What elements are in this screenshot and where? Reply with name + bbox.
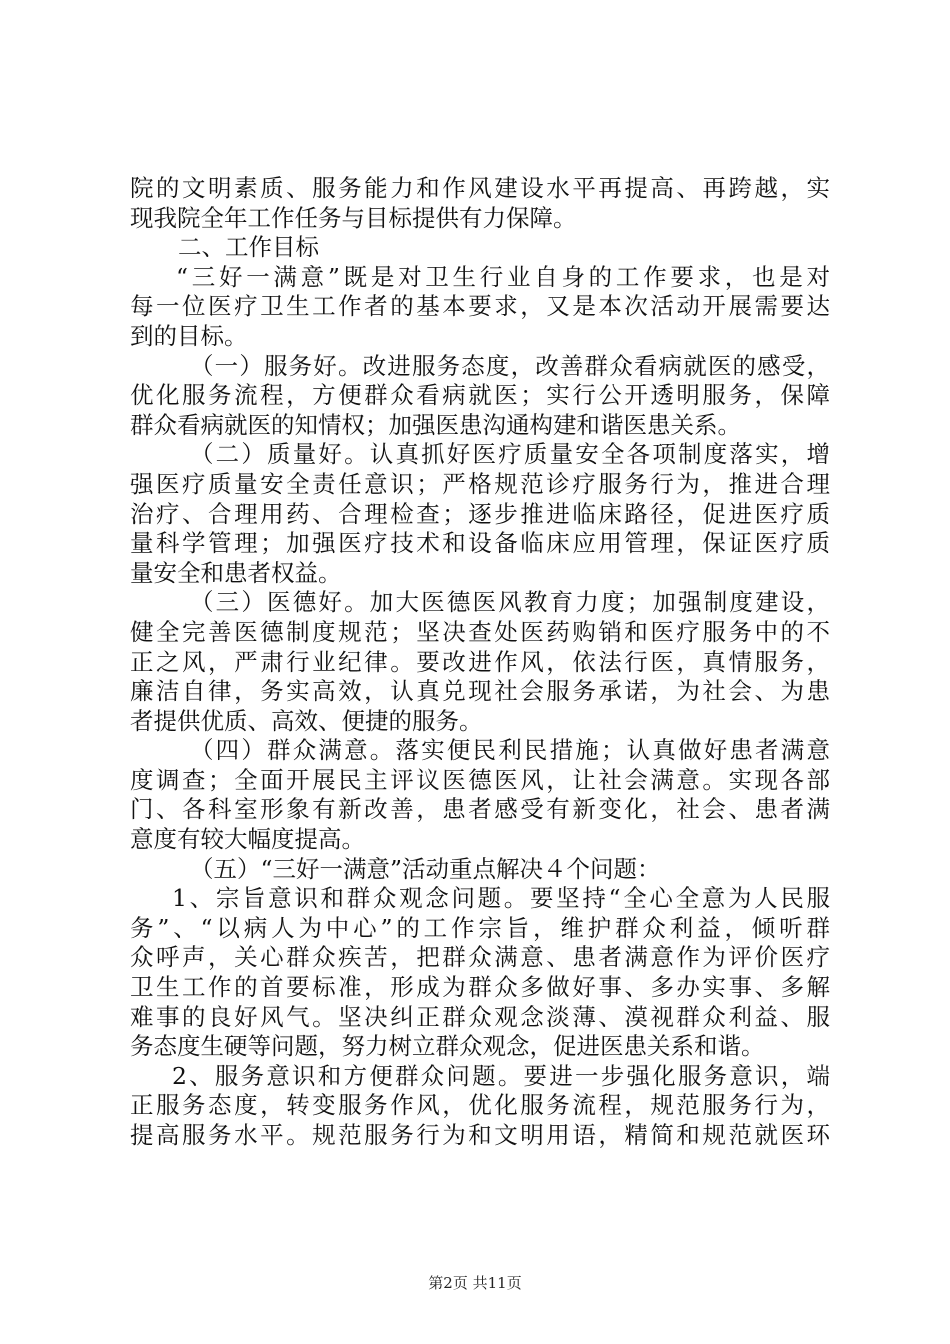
paragraph-point-1 (130, 884, 830, 914)
text-line: 度调查；全面开展民主评议医德医风，让社会满意。实现各部 (130, 765, 830, 794)
section-heading (130, 233, 830, 263)
paragraph-item-1 (130, 352, 830, 382)
paragraph-item-5 (130, 855, 830, 885)
text-line: “三好一满意”既是对卫生行业自身的工作要求，也是对 (176, 262, 830, 291)
text-line: （一）服务好。改进服务态度，改善群众看病就医的感受， (190, 351, 830, 380)
text-line: 强医疗质量安全责任意识；严格规范诊疗服务行为，推进合理 (130, 469, 830, 498)
paragraph-item-2 (130, 440, 830, 470)
text-line: 务”、“以病人为中心”的工作宗旨，维护群众利益，倾听群 (130, 913, 830, 942)
text-line: 正之风，严肃行业纪律。要改进作风，依法行医，真情服务， (130, 647, 830, 676)
paragraph-item-3 (130, 588, 830, 618)
text-line: （三）医德好。加大医德医风教育力度；加强制度建设， (190, 588, 830, 617)
paragraph-item-4 (130, 736, 830, 766)
text-line: 院的文明素质、服务能力和作风建设水平再提高、再跨越，实 (130, 174, 830, 202)
text-line: 卫生工作的首要标准，形成为群众多做好事、多办实事、多解 (130, 973, 830, 1002)
text-line: 群众看病就医的知情权；加强医患沟通构建和谐医患关系。 (130, 410, 741, 439)
text-line: 难事的良好风气。坚决纠正群众观念淡薄、漠视群众利益、服 (130, 1002, 830, 1031)
paragraph-point-2-cont (130, 1091, 830, 1150)
text-line: 2、服务意识和方便群众问题。要进一步强化服务意识，端 (172, 1061, 830, 1090)
paragraph-intro (130, 263, 830, 293)
text-line: 提高服务水平。规范服务行为和文明用语，精简和规范就医环 (130, 1121, 830, 1149)
paragraph-intro-cont (130, 292, 830, 351)
paragraph-item-3-cont (130, 618, 830, 736)
text-line: 量科学管理；加强医疗技术和设备临床应用管理，保证医疗质 (130, 529, 830, 558)
text-line: 二、工作目标 (178, 233, 319, 262)
text-line: 1、宗旨意识和群众观念问题。要坚持“全心全意为人民服 (172, 884, 830, 913)
text-line: 务态度生硬等问题，努力树立群众观念，促进医患关系和谐。 (130, 1032, 765, 1061)
text-line: 意度有较大幅度提高。 (130, 825, 365, 854)
text-line: 现我院全年工作任务与目标提供有力保障。 (130, 203, 577, 232)
text-line: （二）质量好。认真抓好医疗质量安全各项制度落实，增 (190, 440, 830, 469)
text-line: 治疗、合理用药、合理检查；逐步推进临床路径，促进医疗质 (130, 499, 830, 528)
paragraph-point-1-cont (130, 914, 830, 1062)
text-line: （五）“三好一满意”活动重点解决４个问题： (190, 854, 661, 883)
text-line: 优化服务流程，方便群众看病就医；实行公开透明服务，保障 (130, 381, 830, 410)
text-line: 者提供优质、高效、便捷的服务。 (130, 706, 483, 735)
paragraph-item-4-cont (130, 766, 830, 855)
document-body (130, 174, 830, 1151)
paragraph-item-2-cont (130, 470, 830, 588)
text-line: 正服务态度，转变服务作风，优化服务流程，规范服务行为， (130, 1091, 830, 1120)
text-line: 门、各科室形象有新改善，患者感受有新变化，社会、患者满 (130, 795, 830, 824)
text-line: （四）群众满意。落实便民利民措施；认真做好患者满意 (190, 736, 830, 765)
paragraph-point-2 (130, 1062, 830, 1092)
text-line: 众呼声，关心群众疾苦，把群众满意、患者满意作为评价医疗 (130, 943, 830, 972)
paragraph-item-1-cont (130, 381, 830, 440)
page-number-footer: 第2页 共11页 (428, 1274, 522, 1292)
text-line: 每一位医疗卫生工作者的基本要求，又是本次活动开展需要达 (130, 292, 830, 321)
text-line: 健全完善医德制度规范；坚决查处医药购销和医疗服务中的不 (130, 617, 830, 646)
text-line: 廉洁自律，务实高效，认真兑现社会服务承诺，为社会、为患 (130, 677, 830, 706)
text-line: 量安全和患者权益。 (130, 558, 342, 587)
paragraph-continuation (130, 174, 830, 233)
text-line: 到的目标。 (130, 321, 248, 350)
